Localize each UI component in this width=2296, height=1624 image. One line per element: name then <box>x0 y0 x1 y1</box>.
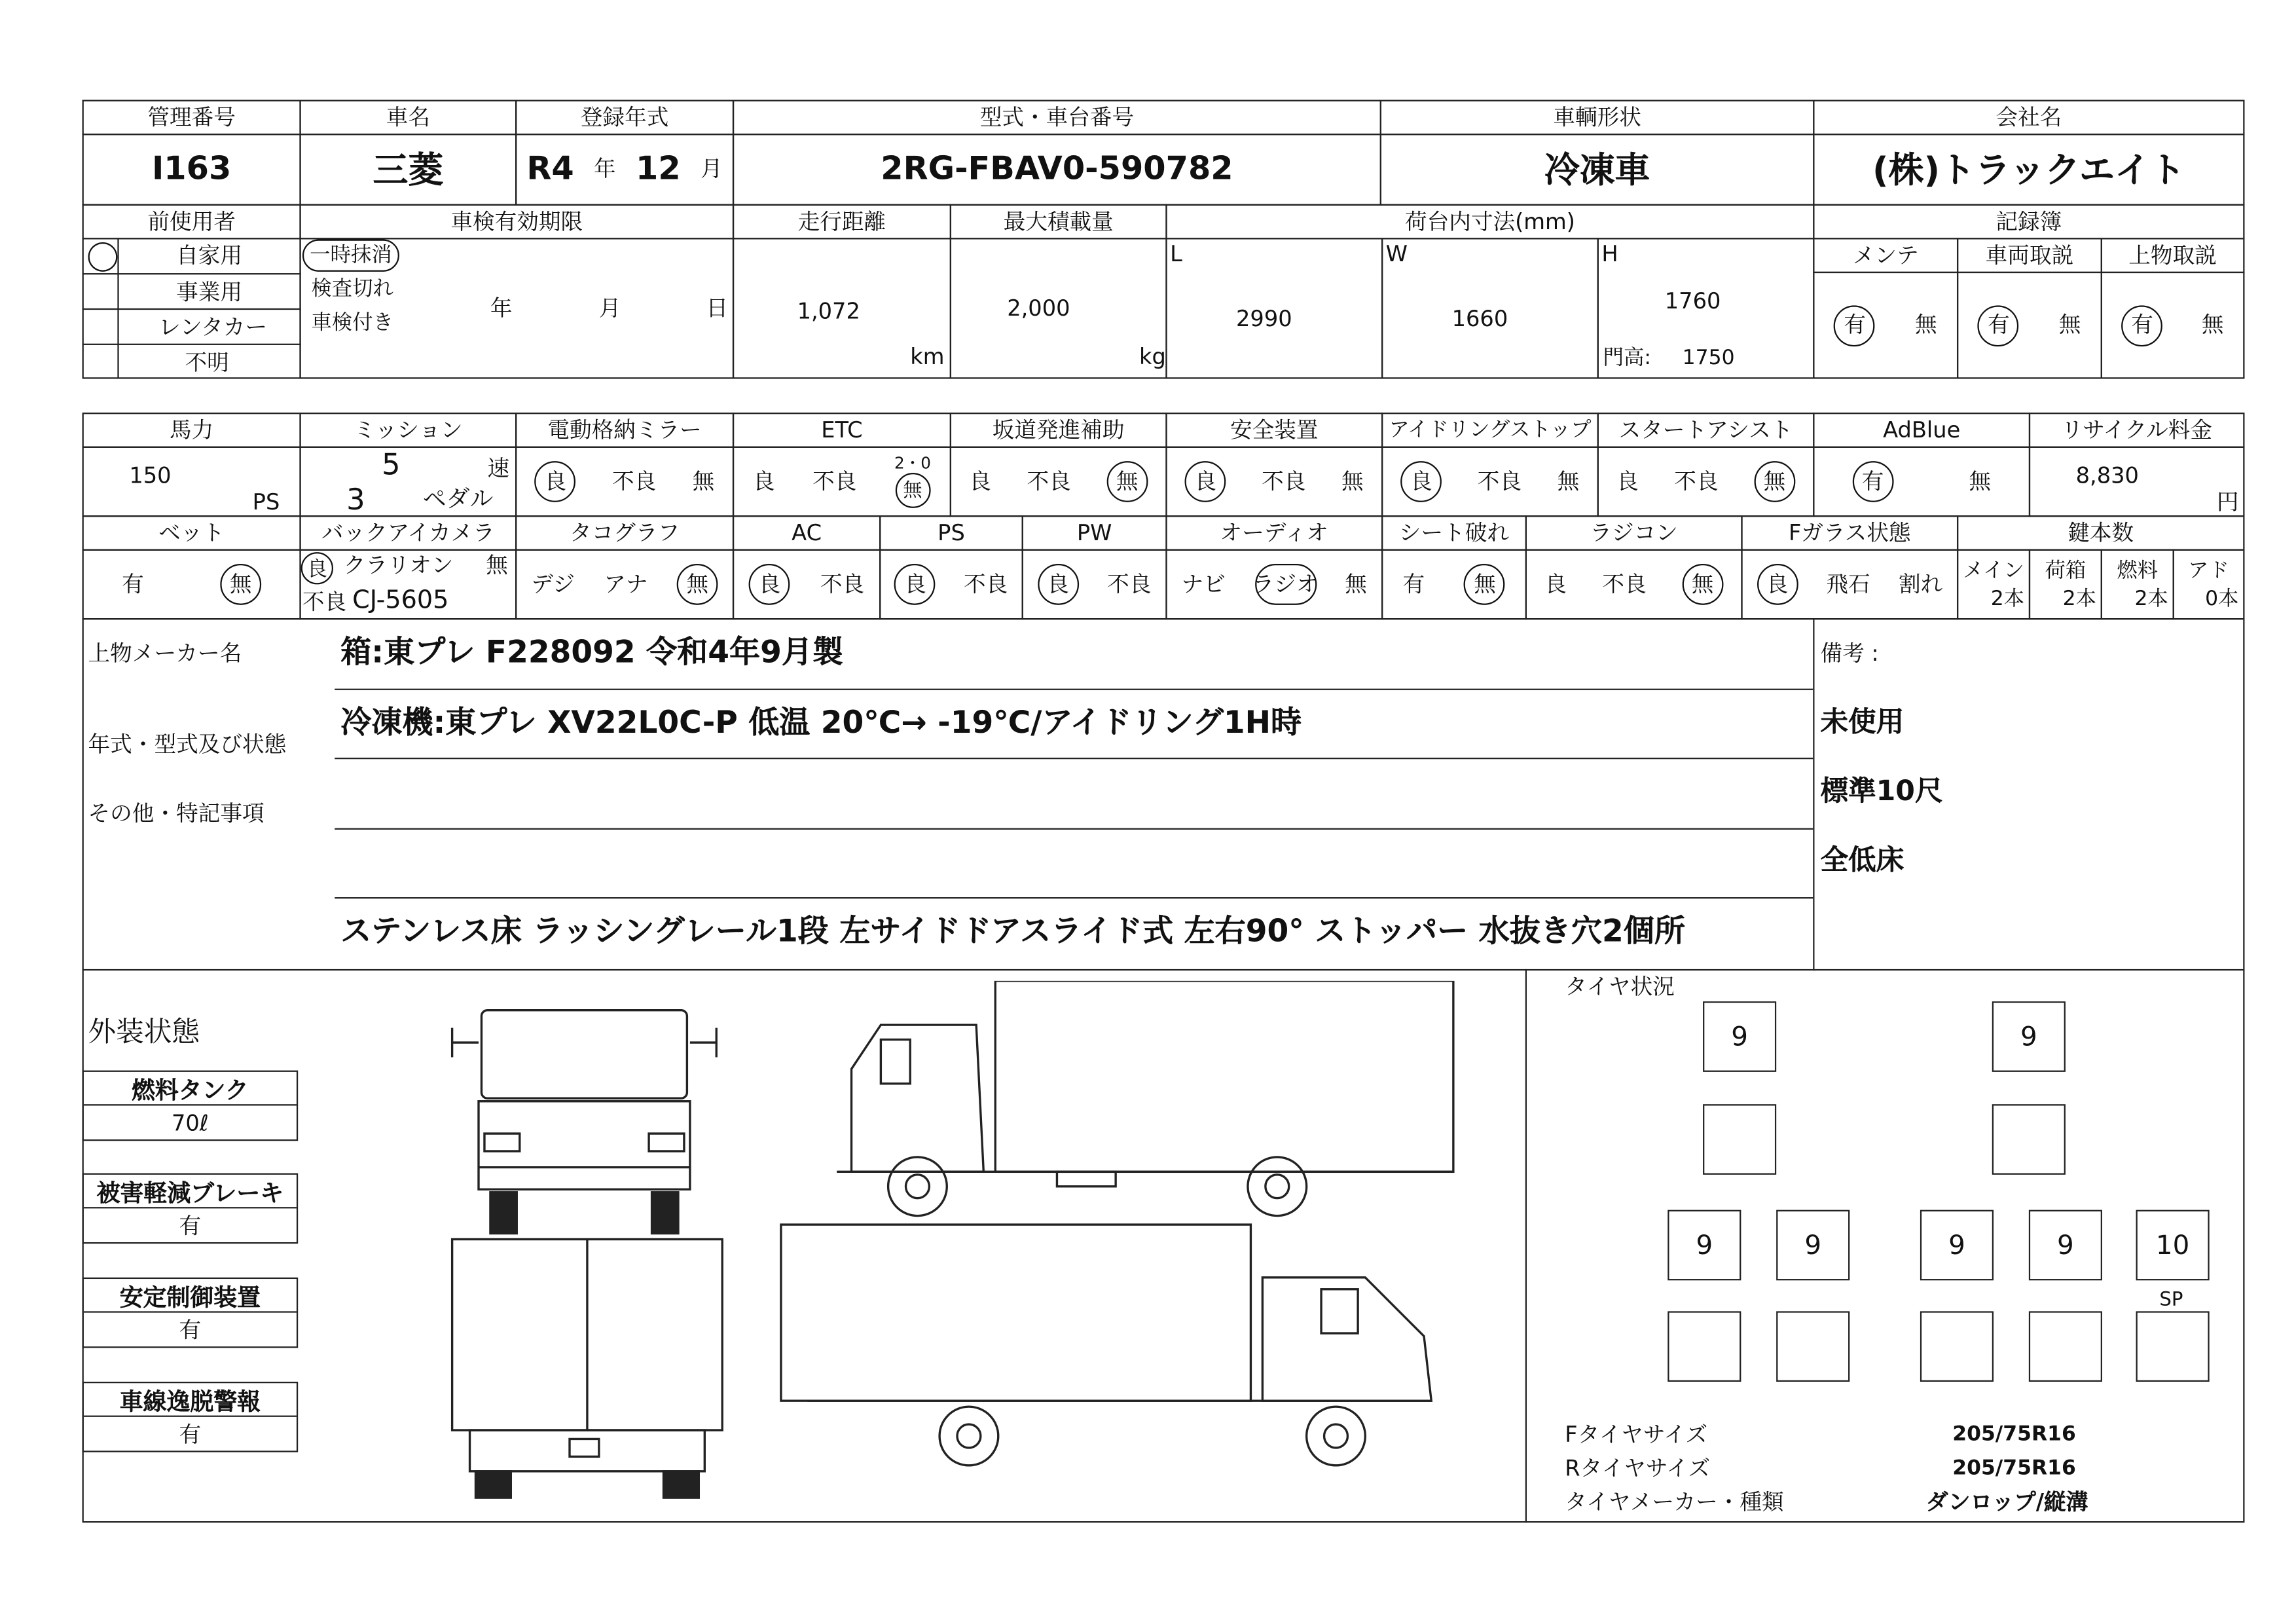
label-bed: ベット <box>82 515 301 551</box>
none-selected: 無 <box>1754 461 1795 502</box>
selected-mark-icon <box>88 242 118 272</box>
capacity-value: 2,000 <box>1007 295 1070 322</box>
prev-user-private: 自家用 <box>176 242 243 269</box>
glass-crack: 割れ <box>1898 570 1943 597</box>
spare-label: SP <box>2159 1289 2183 1312</box>
label-company: 会社名 <box>1813 100 2244 135</box>
tire-rear-4: 9 <box>2029 1210 2102 1281</box>
label-dims: 荷台内寸法(mm) <box>1165 204 1814 240</box>
ldw-label: 車線逸脱警報 <box>84 1383 297 1417</box>
r-size-value: 205/75R16 <box>1952 1456 2076 1481</box>
date-day-unit: 日 <box>706 295 729 322</box>
camera-brand: クラリオン <box>343 552 454 579</box>
truck-front-view-icon <box>441 999 734 1241</box>
dim-h-label: H <box>1601 240 1618 268</box>
label-ac: AC <box>733 515 881 551</box>
pedals-unit: ペダル <box>422 484 494 513</box>
audio-none: 無 <box>1345 570 1367 597</box>
company-value: (株)トラックエイト <box>1813 134 2244 206</box>
label-records: 記録簿 <box>1813 204 2244 240</box>
remarks-label: 備考 : <box>1820 640 1879 667</box>
label-recycle: リサイクル料金 <box>2029 413 2245 448</box>
good-option: 良 <box>969 468 991 494</box>
keys-fuel <box>2101 549 2174 620</box>
none-option: 無 <box>692 468 715 494</box>
maint-options <box>1813 272 1958 379</box>
none-selected: 無 <box>1682 564 1723 605</box>
no-option: 無 <box>1915 311 1937 338</box>
key-label: アド <box>2188 559 2229 583</box>
bad-option: 不良 <box>1674 468 1719 494</box>
bad-option: 不良 <box>1262 468 1306 494</box>
truck-side-view-right-icon <box>778 1219 1453 1490</box>
remarks-2: 標準10尺 <box>1820 775 1943 808</box>
bad-option: 不良 <box>612 468 657 494</box>
tire-slot-empty <box>1920 1311 1994 1382</box>
tire-slot-empty <box>1667 1311 1741 1382</box>
yes-selected: 有 <box>1852 461 1893 502</box>
label-transmission: ミッション <box>299 413 517 448</box>
seat-options <box>1381 549 1527 620</box>
dim-l-label: L <box>1170 240 1182 268</box>
good-selected: 良 <box>535 461 576 502</box>
no-selected: 無 <box>220 564 261 605</box>
audio-navi: ナビ <box>1181 570 1226 597</box>
key-count: 0本 <box>2205 586 2239 610</box>
none-option: 無 <box>1341 468 1364 494</box>
tire-rear-2: 9 <box>1776 1210 1850 1281</box>
tire-maker-value: ダンロップ/縦溝 <box>1925 1488 2088 1516</box>
keys-adblue <box>2173 549 2245 620</box>
esc-value: 有 <box>179 1317 202 1344</box>
label-glass: Fガラス状態 <box>1741 515 1958 551</box>
exterior-title: 外装状態 <box>88 1016 200 1049</box>
tacho-analog: アナ <box>604 570 648 597</box>
yes-option: 有 <box>122 570 144 597</box>
model-value: 2RG-FBAV0-590782 <box>733 134 1381 206</box>
camera-model: CJ-5605 <box>352 585 449 616</box>
shape-value: 冷凍車 <box>1380 134 1815 206</box>
bad-option: 不良 <box>1027 468 1071 494</box>
label-mileage: 走行距離 <box>733 204 951 240</box>
none-option: 無 <box>1557 468 1580 494</box>
none-selected: 無 <box>895 473 930 508</box>
label-idle-stop: アイドリングストップ <box>1381 413 1599 448</box>
tire-front-right: 9 <box>1992 1001 2066 1072</box>
mileage-unit: km <box>910 343 945 371</box>
label-pw: PW <box>1022 515 1167 551</box>
mirror-options <box>515 447 734 517</box>
year-era: R4 <box>526 150 574 187</box>
keys-cargo <box>2029 549 2102 620</box>
etc-options <box>733 447 951 517</box>
label-inspection: 車検有効期限 <box>299 204 734 240</box>
adblue-options <box>1813 447 2030 517</box>
body-line-3: ステンレス床 ラッシングレール1段 左サイドドアスライド式 左右90° ストッパー 水抜き穴2個所 <box>340 913 1685 949</box>
label-camera: バックアイカメラ <box>299 515 517 551</box>
remarks-1: 未使用 <box>1820 706 1904 739</box>
esc-box <box>82 1278 299 1348</box>
label-hp: 馬力 <box>82 413 301 448</box>
year-unit: 年 <box>594 155 616 183</box>
label-notes: その他・特記事項 <box>88 800 264 827</box>
tire-slot-empty <box>2136 1311 2210 1382</box>
label-prev-user: 前使用者 <box>82 204 301 240</box>
ps-options <box>879 549 1023 620</box>
label-start-assist: スタートアシスト <box>1597 413 1815 448</box>
tire-front-left: 9 <box>1703 1001 1776 1072</box>
bad-option: 不良 <box>1107 570 1152 597</box>
yes-selected: 有 <box>1834 304 1876 346</box>
dim-h-value: 1760 <box>1664 287 1721 314</box>
pedals-value: 3 <box>346 481 365 517</box>
body-line-1: 箱:東プレ F228092 令和4年9月製 <box>340 634 844 670</box>
tire-slot-empty <box>1992 1104 2066 1175</box>
bad-option: 不良 <box>963 570 1008 597</box>
remarks-3: 全低床 <box>1820 844 1904 877</box>
dim-l-value: 2990 <box>1236 305 1292 332</box>
esc-label: 安定制御装置 <box>84 1279 297 1313</box>
fuel-tank-value: 70ℓ <box>171 1109 209 1136</box>
hill-assist-options <box>950 447 1167 517</box>
key-count: 2本 <box>1990 586 2025 610</box>
fuel-tank-label: 燃料タンク <box>84 1072 297 1106</box>
aeb-box <box>82 1173 299 1244</box>
label-capacity: 最大積載量 <box>950 204 1167 240</box>
key-label: 荷箱 <box>2045 559 2086 583</box>
gears-unit: 速 <box>487 455 510 482</box>
key-label: メイン <box>1963 559 2024 583</box>
dim-w-value: 1660 <box>1451 305 1508 332</box>
ac-options <box>733 549 881 620</box>
label-body-year: 年式・型式及び状態 <box>88 731 287 758</box>
label-model: 型式・車台番号 <box>733 100 1381 135</box>
yes-selected: 有 <box>1978 304 2019 346</box>
label-vehicle-manual: 車両取説 <box>1957 238 2102 273</box>
pw-options <box>1022 549 1167 620</box>
date-month-unit: 月 <box>598 295 621 322</box>
aeb-value: 有 <box>179 1213 202 1240</box>
idle-stop-options <box>1381 447 1599 517</box>
bad-option: 不良 <box>302 589 347 616</box>
audio-options <box>1165 549 1383 620</box>
no-selected: 無 <box>1465 564 1506 605</box>
label-tacho: タコグラフ <box>515 515 734 551</box>
keys-main <box>1957 549 2030 620</box>
year-value <box>515 134 734 206</box>
label-adblue: AdBlue <box>1813 413 2030 448</box>
bad-option: 不良 <box>1477 468 1522 494</box>
glass-chip: 飛石 <box>1826 570 1870 597</box>
fuel-tank-box <box>82 1071 299 1141</box>
prev-user-rental: レンタカー <box>158 314 268 341</box>
recycle-value: 8,830 <box>2075 462 2139 489</box>
tire-slot-empty <box>2029 1311 2102 1382</box>
tacho-digital: デジ <box>531 570 575 597</box>
truck-side-view-left-icon <box>837 981 1468 1230</box>
bad-option: 不良 <box>1602 570 1647 597</box>
tire-slot-empty <box>1703 1104 1776 1175</box>
body-line-2: 冷凍機:東プレ XV22L0C-P 低温 20℃→ -19℃/アイドリング1H時 <box>340 705 1302 741</box>
yes-selected: 有 <box>2122 304 2163 346</box>
label-year: 登録年式 <box>515 100 734 135</box>
recycle-unit: 円 <box>2216 489 2239 516</box>
prev-user-unknown: 不明 <box>185 349 229 377</box>
label-body-manual: 上物取説 <box>2101 238 2245 273</box>
month-value: 12 <box>636 150 681 187</box>
label-safety: 安全装置 <box>1165 413 1383 448</box>
label-maker: 車名 <box>299 100 517 135</box>
vehicle-manual-options <box>1957 272 2102 379</box>
good-selected: 良 <box>301 552 333 584</box>
good-selected: 良 <box>749 564 790 605</box>
label-hill-assist: 坂道発進補助 <box>950 413 1167 448</box>
r-size-label: Rタイヤサイズ <box>1565 1455 1711 1482</box>
dim-w-label: W <box>1385 240 1408 268</box>
no-option: 無 <box>2058 311 2081 338</box>
tire-spare: 10 <box>2136 1210 2210 1281</box>
good-option: 良 <box>752 468 775 494</box>
body-manual-options <box>2101 272 2245 379</box>
capacity-unit: kg <box>1139 343 1166 371</box>
f-size-label: Fタイヤサイズ <box>1565 1421 1708 1448</box>
ldw-value: 有 <box>179 1421 202 1448</box>
inspection-expired: 検査切れ <box>311 277 393 301</box>
yes-option: 有 <box>1402 570 1425 597</box>
label-mirror: 電動格納ミラー <box>515 413 734 448</box>
key-label: 燃料 <box>2117 559 2159 583</box>
kanri-value: I163 <box>82 134 301 206</box>
no-option: 無 <box>2201 311 2224 338</box>
tire-slot-empty <box>1776 1311 1850 1382</box>
none-option: 無 <box>486 552 508 579</box>
ldw-box <box>82 1382 299 1452</box>
label-ps: PS <box>879 515 1023 551</box>
tacho-none-selected: 無 <box>677 564 718 605</box>
tacho-options <box>515 549 734 620</box>
good-option: 良 <box>1616 468 1639 494</box>
tires-title: タイヤ状況 <box>1565 973 1675 1001</box>
good-option: 良 <box>1544 570 1567 597</box>
mileage-value: 1,072 <box>797 298 860 325</box>
label-keys: 鍵本数 <box>1957 515 2244 551</box>
key-count: 2本 <box>2062 586 2097 610</box>
good-selected: 良 <box>895 564 936 605</box>
tire-rear-1: 9 <box>1667 1210 1741 1281</box>
date-year-unit: 年 <box>490 295 513 322</box>
no-option: 無 <box>1969 468 1992 494</box>
etc-version: 2・0 <box>894 453 932 473</box>
bed-options <box>82 549 301 620</box>
label-body-maker: 上物メーカー名 <box>88 640 242 667</box>
prev-user-business: 事業用 <box>176 279 243 306</box>
label-kanri: 管理番号 <box>82 100 301 135</box>
glass-options <box>1741 549 1958 620</box>
truck-rear-view-icon <box>441 1234 734 1505</box>
bad-option: 不良 <box>820 570 865 597</box>
maker-value: 三菱 <box>299 134 517 206</box>
hp-unit: PS <box>252 489 280 516</box>
gate-label: 門高: <box>1603 346 1651 371</box>
label-remote: ラジコン <box>1525 515 1743 551</box>
aeb-label: 被害軽減ブレーキ <box>84 1175 297 1209</box>
bad-option: 不良 <box>812 468 857 494</box>
inspection-valid: 車検付き <box>311 311 393 335</box>
label-seat: シート破れ <box>1381 515 1527 551</box>
good-selected: 良 <box>1038 564 1079 605</box>
f-size-value: 205/75R16 <box>1952 1422 2076 1447</box>
good-selected: 良 <box>1401 461 1442 502</box>
hp-value: 150 <box>129 462 172 489</box>
audio-radio-selected: ラジオ <box>1254 564 1316 605</box>
label-shape: 車輌形状 <box>1380 100 1815 135</box>
start-assist-options <box>1597 447 1815 517</box>
tire-rear-3: 9 <box>1920 1210 1994 1281</box>
label-audio: オーディオ <box>1165 515 1383 551</box>
good-selected: 良 <box>1757 564 1798 605</box>
label-maintenance: メンテ <box>1813 238 1958 273</box>
safety-options <box>1165 447 1383 517</box>
none-selected: 無 <box>1106 461 1148 502</box>
gears-value: 5 <box>381 446 401 482</box>
month-unit: 月 <box>700 155 723 183</box>
label-etc: ETC <box>733 413 951 448</box>
inspection-temp-cancel: 一時抹消 <box>302 239 399 271</box>
remote-options <box>1525 549 1743 620</box>
tire-maker-label: タイヤメーカー・種類 <box>1565 1488 1784 1516</box>
good-selected: 良 <box>1185 461 1226 502</box>
key-count: 2本 <box>2134 586 2168 610</box>
gate-value: 1750 <box>1682 346 1735 371</box>
